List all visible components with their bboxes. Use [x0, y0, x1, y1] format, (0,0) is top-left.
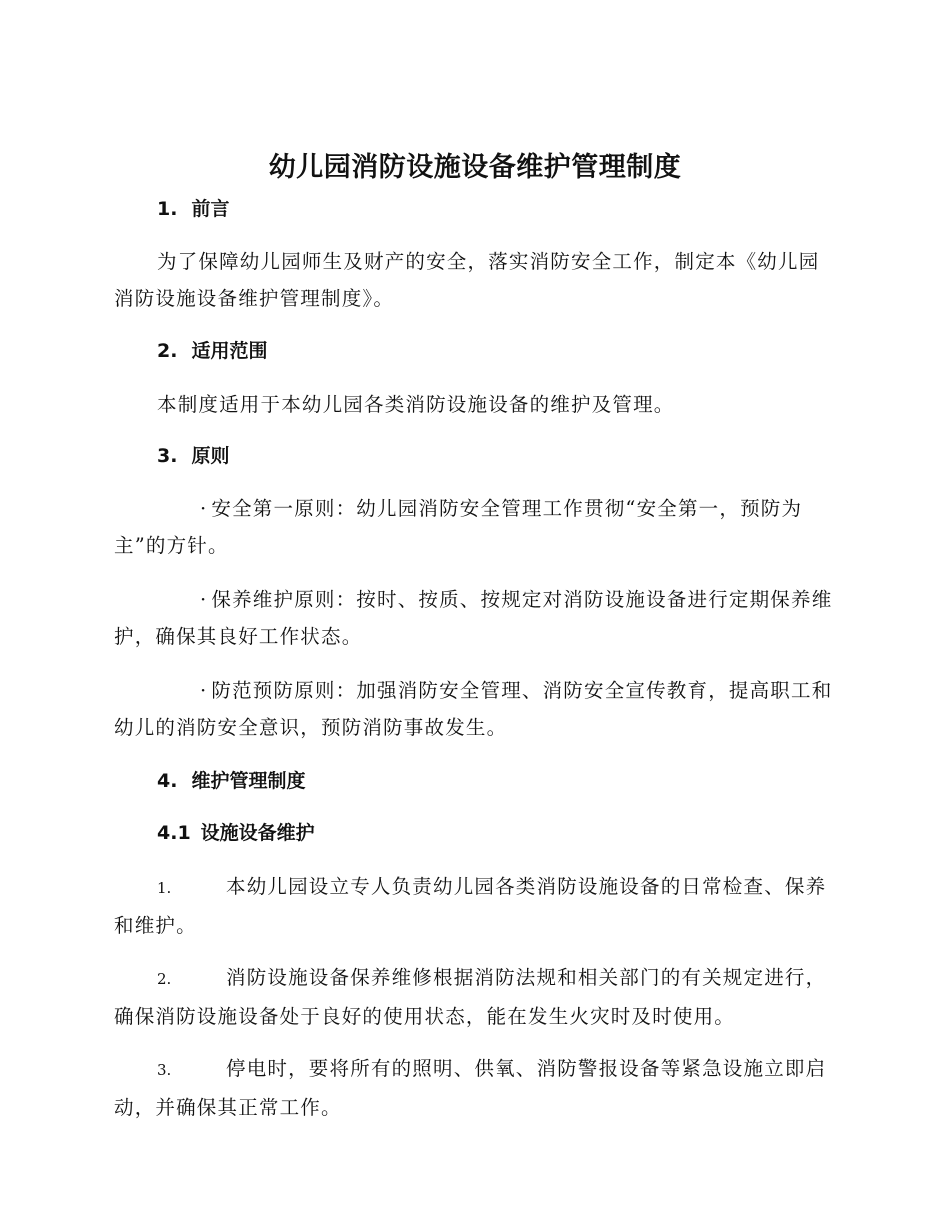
document-title: 幼儿园消防设施设备维护管理制度 — [268, 152, 682, 183]
subsection-title: 设施设备维护 — [200, 822, 315, 844]
section-number: 3. — [157, 445, 178, 467]
subsection-number: 4.1 — [157, 822, 191, 844]
section-heading-scope — [157, 336, 267, 366]
principle-text: 防范预防原则：加强消防安全管理、消防安全宣传教育，提高职工和幼儿的消防安全意识，预防消防事故发生。 — [114, 679, 833, 739]
section-heading-preface — [157, 194, 229, 224]
principle-text: 安全第一原则：幼儿园消防安全管理工作贯彻“安全第一，预防为主”的方针。 — [114, 497, 803, 557]
section-heading-principles — [157, 441, 229, 471]
principle-bullet — [114, 672, 834, 746]
subsection-heading-maintenance — [157, 818, 315, 848]
scope-paragraph: 本制度适用于本幼儿园各类消防设施设备的维护及管理。 — [157, 393, 675, 416]
section-heading-management — [157, 766, 305, 796]
section-title: 维护管理制度 — [191, 770, 306, 792]
bullet-icon: · — [200, 588, 208, 611]
numbered-item — [114, 959, 834, 1035]
section-number: 2. — [157, 340, 178, 362]
numbered-item — [114, 868, 834, 944]
principle-text: 保养维护原则：按时、按质、按规定对消防设施设备进行定期保养维护，确保其良好工作状态。 — [114, 588, 833, 648]
item-number: 1. — [157, 879, 172, 897]
section-title: 前言 — [191, 198, 230, 220]
section-title: 适用范围 — [191, 340, 268, 362]
item-number: 2. — [157, 970, 172, 988]
item-text: 消防设施设备保养维修根据消防法规和相关部门的有关规定进行，确保消防设施设备处于良好的使用状态，能在发生火灾时及时使用。 — [114, 966, 827, 1028]
section-number: 1. — [157, 198, 178, 220]
principle-bullet — [114, 581, 834, 655]
item-number: 3. — [157, 1061, 172, 1079]
section-number: 4. — [157, 770, 178, 792]
bullet-icon: · — [200, 679, 208, 702]
section-title: 原则 — [191, 445, 230, 467]
principle-bullet — [114, 490, 834, 564]
item-text: 停电时，要将所有的照明、供氧、消防警报设备等紧急设施立即启动，并确保其正常工作。 — [114, 1057, 827, 1119]
item-text: 本幼儿园设立专人负责幼儿园各类消防设施设备的日常检查、保养和维护。 — [114, 875, 827, 937]
preface-paragraph: 为了保障幼儿园师生及财产的安全，落实消防安全工作，制定本《幼儿园消防设施设备维护管理制度》。 — [114, 250, 820, 310]
numbered-item — [114, 1050, 834, 1126]
bullet-icon: · — [200, 497, 208, 520]
